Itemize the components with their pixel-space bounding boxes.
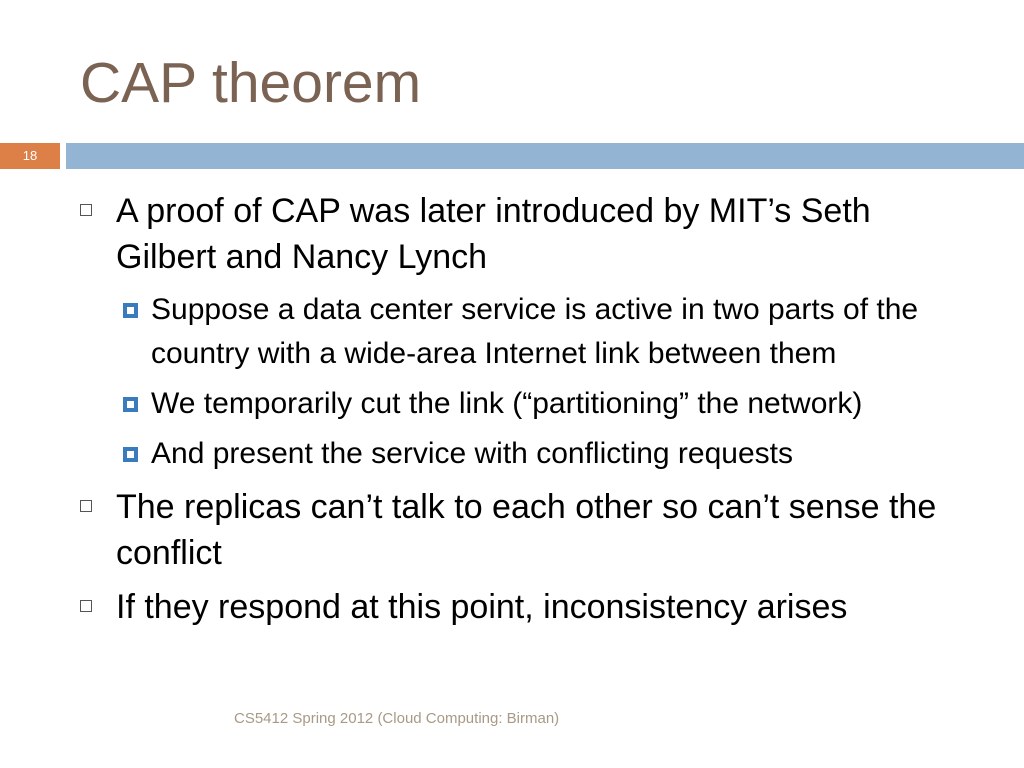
slide-content — [80, 188, 980, 638]
bullet-item-1 — [80, 188, 980, 280]
slide-footer: CS5412 Spring 2012 (Cloud Computing: Birman) — [234, 710, 560, 727]
square-bullet-icon — [123, 447, 138, 462]
bullet-text: The replicas can’t talk to each other so can’t sense the conflict — [116, 488, 937, 572]
hollow-square-bullet-icon — [80, 500, 92, 512]
hollow-square-bullet-icon — [80, 204, 92, 216]
bullet-text: A proof of CAP was later introduced by MIT’s Seth Gilbert and Nancy Lynch — [116, 192, 871, 276]
sub-bullet-item-3 — [116, 432, 980, 476]
sub-bullet-text: Suppose a data center service is active in two parts of the country with a wide-area Internet link between them — [151, 293, 919, 370]
title-rule-bar — [66, 143, 1024, 169]
bullet-item-2 — [80, 484, 980, 576]
sub-bullet-text: And present the service with conflicting requests — [151, 437, 793, 470]
square-bullet-icon — [123, 303, 138, 318]
square-bullet-icon — [123, 397, 138, 412]
slide-title: CAP theorem — [80, 51, 422, 115]
bullet-text: If they respond at this point, inconsistency arises — [116, 588, 848, 626]
sub-bullet-item-2 — [116, 382, 980, 426]
hollow-square-bullet-icon — [80, 600, 92, 612]
sub-bullet-item-1 — [116, 288, 980, 376]
sub-bullet-text: We temporarily cut the link (“partitioning” the network) — [151, 387, 863, 420]
sub-bullet-list — [80, 288, 980, 476]
bullet-item-3 — [80, 584, 980, 630]
page-number-badge: 18 — [0, 143, 60, 169]
